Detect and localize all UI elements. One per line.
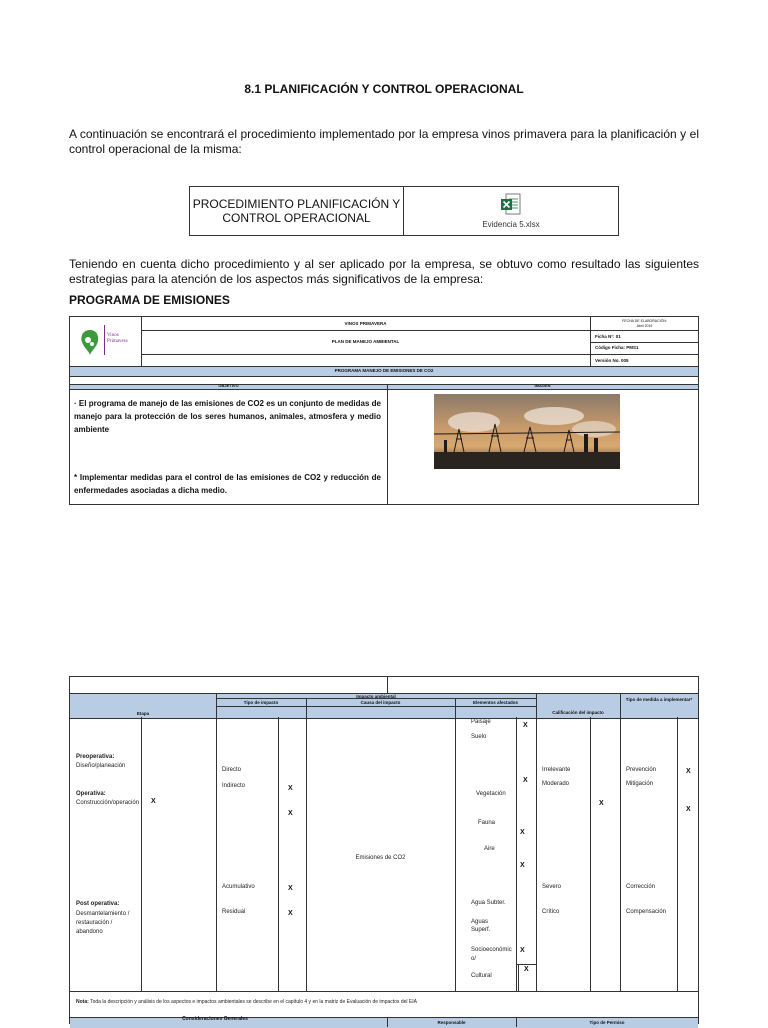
measure-mitigation: Mitigación (626, 781, 654, 787)
element-mark: X (523, 722, 528, 729)
impact-table (69, 676, 699, 1024)
type-mark: X (288, 810, 293, 817)
stage-operative-desc: Construcción/operación (76, 800, 140, 806)
impact-header: Impacto ambiental (356, 694, 396, 699)
permit-type-header: Tipo de Permiso (589, 1020, 625, 1025)
objective-header: OBJETIVO (218, 383, 239, 388)
date-label: FECHA DE ELABORACIÓN: (622, 319, 667, 323)
type-residual: Residual (222, 909, 246, 915)
element-cultural: Cultural (471, 973, 492, 979)
impact-cause: Emisiones de CO2 (355, 855, 406, 861)
rating-moderate: Moderado (542, 781, 570, 787)
grape-leaf-icon (78, 327, 102, 357)
program-name: PROGRAMA MANEJO DE EMISIONES DE CO2 (334, 368, 434, 373)
date-value: Abril 2019 (636, 324, 653, 328)
elements-header: Elementos afectados (472, 700, 518, 705)
measure-header: Tipo de medida a implementar* (625, 697, 693, 702)
stage-header: Etapa (136, 711, 150, 716)
element-landscape: Paisaje (471, 719, 491, 725)
page-title: 8.1 PLANIFICACIÓN Y CONTROL OPERACIONAL (244, 82, 524, 96)
ficha-number: Ficha N°: 01 (595, 334, 621, 339)
measure-correction: Corrección (626, 884, 656, 890)
rating-irrelevant: Irrelevante (542, 767, 571, 773)
section-heading: PROGRAMA DE EMISIONES (69, 293, 230, 307)
emissions-program-table (69, 316, 699, 505)
industrial-emissions-image (434, 394, 620, 469)
element-groundwater: Agua Subter. (471, 900, 506, 906)
element-surface-water: Aguas Superf. (471, 919, 491, 933)
measure-mark: X (686, 806, 691, 813)
responsible-header: Responsable (437, 1020, 466, 1025)
element-mark: X (523, 777, 528, 784)
type-header: Tipo de impacto (243, 700, 279, 705)
element-fauna: Fauna (478, 820, 496, 826)
stage-operative: Operativa: (76, 791, 106, 797)
type-mark: X (288, 910, 293, 917)
type-mark: X (288, 885, 293, 892)
type-indirect: Indirecto (222, 783, 246, 789)
result-paragraph: Teniendo en cuenta dicho procedimiento y al ser aplicado por la empresa, se obtuvo como resultado las siguientes estrategias para la atención de los aspectos más significativos de la empresa: (69, 257, 699, 286)
element-air: Aire (484, 846, 495, 852)
procedure-box (189, 186, 619, 236)
rating-severe: Severo (542, 884, 562, 890)
company-name: VINOS PRIMAVERA (344, 321, 387, 326)
type-direct: Directo (222, 767, 242, 773)
element-mark: X (520, 829, 525, 836)
rating-critical: Crítico (542, 909, 560, 915)
measure-mark: X (686, 768, 691, 775)
element-mark: X (520, 862, 525, 869)
objective-2: * Implementar medidas para el control de las emisiones de CO2 y reducción de enfermedades asociadas a dicha medio. (74, 473, 381, 495)
rating-header: Calificación del impacto (552, 710, 604, 715)
element-mark: X (524, 966, 529, 973)
stage-preoperative: Preoperativa: (76, 754, 115, 760)
measure-compensation: Compensación (626, 909, 667, 915)
cause-header: Causa del impacto (360, 700, 401, 705)
stage-preoperative-desc: Diseño/planeación (76, 763, 126, 769)
attachment-name: Evidencia 5.xlsx (482, 220, 540, 229)
image-header: IMAGEN (534, 383, 551, 388)
stage-post-operative: Post operativa: (76, 901, 120, 907)
impact-note: Nota: Toda la descripción y análisis de los aspectos e impactos ambientales se describe en el capítulo 4 y en la matriz de Evaluación de impactos del EIA (76, 999, 417, 1005)
element-vegetation: Vegetación (476, 791, 506, 797)
general-considerations-header: Consideraciones Generales (182, 1016, 248, 1022)
stage-post-operative-desc: Desmantelamiento / restauración / abandono (76, 911, 130, 935)
attachment[interactable] (404, 187, 618, 235)
rating-mark: X (599, 800, 604, 807)
stage-mark: X (151, 798, 156, 805)
company-logo: Vinos Primavera (78, 325, 136, 359)
version-number: Versión No. 005 (595, 358, 629, 363)
element-mark: X (520, 947, 525, 954)
objective-1: · El programa de manejo de las emisiones de CO2 es un conjunto de medidas de manejo para la protección de los seres humanos, animales, atmosfera y medio ambiente (74, 399, 381, 434)
element-soil: Suelo (471, 734, 487, 740)
element-socioeconomic: Socioeconómico/ (471, 947, 512, 962)
ficha-code: Código Ficha: PMS1 (595, 345, 639, 350)
type-cumulative: Acumulativo (222, 884, 255, 890)
intro-paragraph: A continuación se encontrará el procedimiento implementado por la empresa vinos primavera para la planificación y el control operacional de la misma: (69, 127, 699, 156)
plan-name: PLAN DE MANEJO AMBIENTAL (331, 339, 400, 344)
measure-prevention: Prevención (626, 767, 657, 773)
procedure-label: PROCEDIMIENTO PLANIFICACIÓN Y CONTROL OPERACIONAL (190, 187, 404, 235)
type-mark: X (288, 785, 293, 792)
excel-file-icon (500, 193, 522, 217)
